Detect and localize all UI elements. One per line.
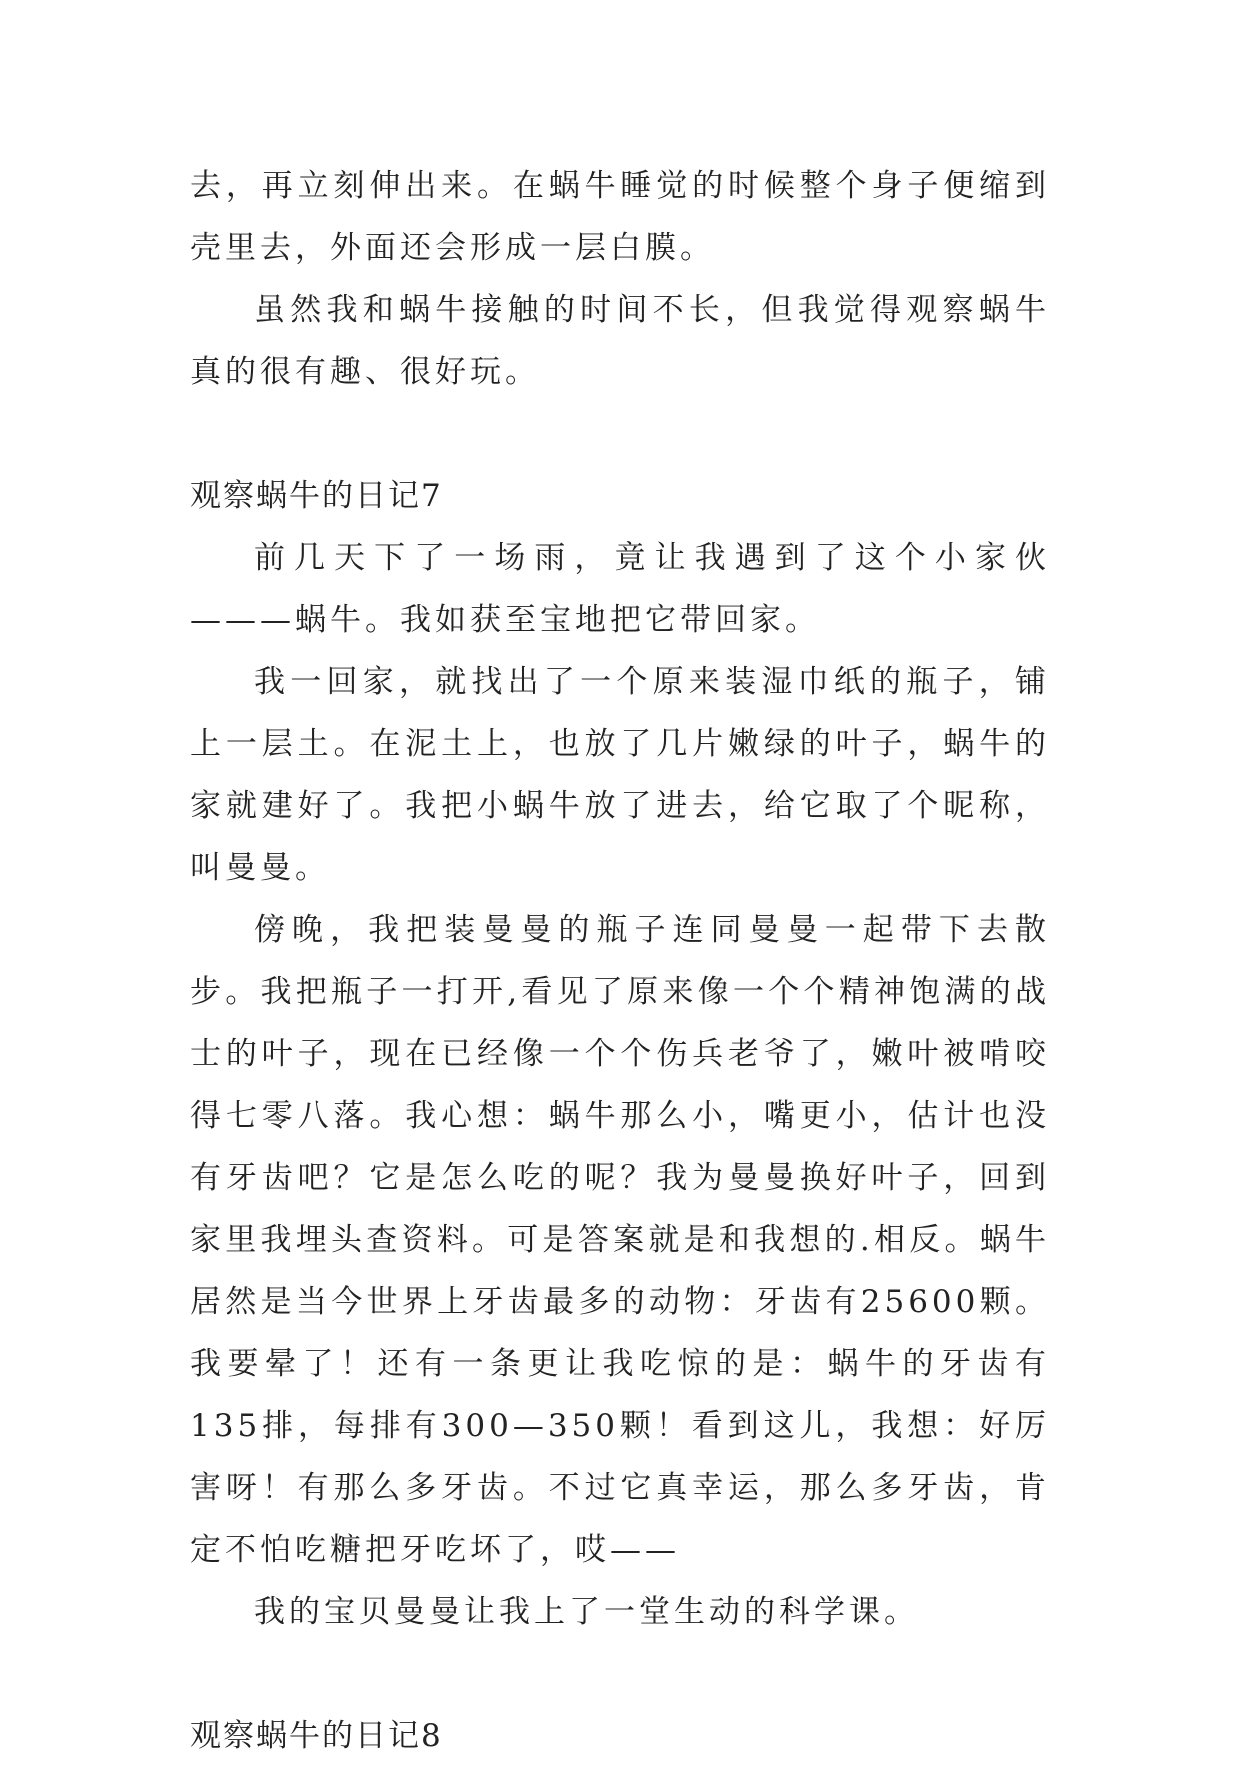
paragraph-continuation: 去，再立刻伸出来。在蜗牛睡觉的时候整个身子便缩到壳里去，外面还会形成一层白膜。 (190, 168, 1050, 266)
section-heading-8: 观察蜗牛的日记8 (190, 1718, 443, 1754)
paragraph-7-4: 我的宝贝曼曼让我上了一堂生动的科学课。 (254, 1594, 919, 1630)
paragraph-7-3: 傍晚，我把装曼曼的瓶子连同曼曼一起带下去散步。我把瓶子一打开,看见了原来像一个个精神饱满的战士的叶子，现在已经像一个个伤兵老爷了，嫩叶被啃咬得七零八落。我心想：蜗牛那么小，嘴更小，估计也没有牙齿吧？它是怎么吃的呢？我为曼曼换好叶子，回到家里我埋头查资料。可是答案就是和我想的.相反。蜗牛居然是当今世界上牙齿最多的动物：牙齿有25600颗。我要晕了！还有一条更让我吃惊的是：蜗牛的牙齿有135排，每排有300—350颗！看到这儿，我想：好厉害呀！有那么多牙齿。不过它真幸运，那么多牙齿，肯定不怕吃糖把牙吃坏了，哎—— (190, 912, 1050, 1568)
paragraph-conclusion: 虽然我和蜗牛接触的时间不长，但我觉得观察蜗牛真的很有趣、很好玩。 (190, 292, 1050, 390)
paragraph-7-1: 前几天下了一场雨，竟让我遇到了这个小家伙———蜗牛。我如获至宝地把它带回家。 (190, 540, 1050, 638)
document-body (190, 155, 1050, 1767)
paragraph-7-2: 我一回家，就找出了一个原来装湿巾纸的瓶子，铺上一层土。在泥土上，也放了几片嫩绿的叶子，蜗牛的家就建好了。我把小蜗牛放了进去，给它取了个昵称，叫曼曼。 (190, 664, 1050, 886)
section-spacer (190, 1643, 1050, 1705)
section-heading-7: 观察蜗牛的日记7 (190, 478, 443, 514)
section-spacer (190, 403, 1050, 465)
